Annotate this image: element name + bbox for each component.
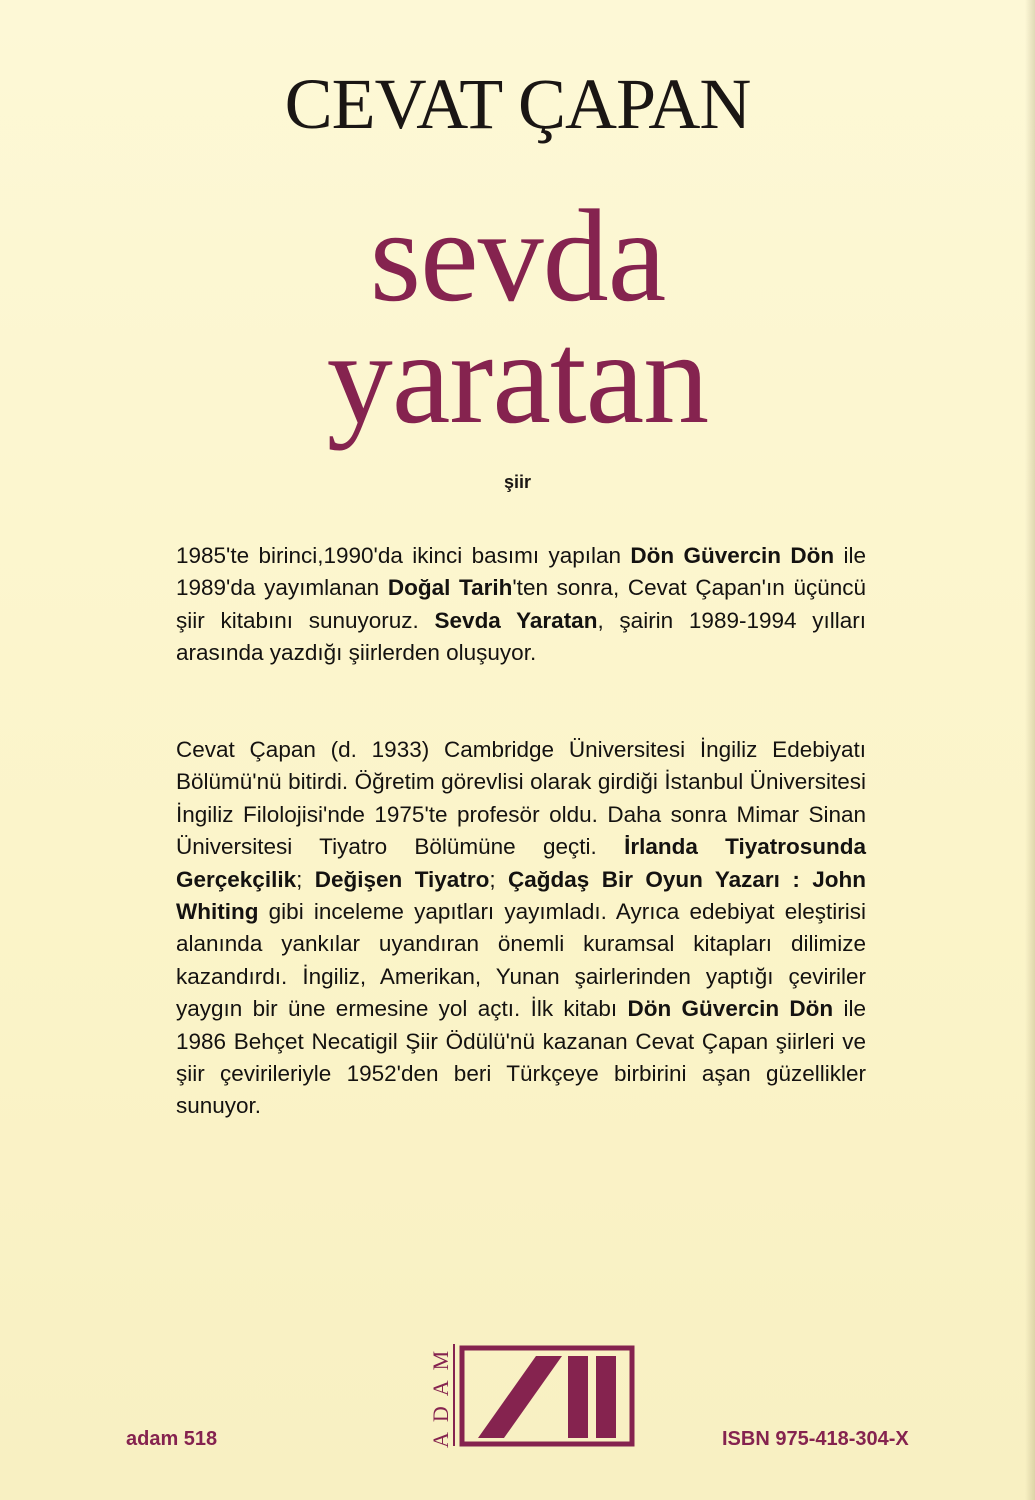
text-run: 'ten sonra, Cevat Çapan'ın üçüncü şiir kitabını sunuyoruz. xyxy=(176,575,866,633)
author-bio-paragraph xyxy=(176,734,866,1123)
publisher-logo-wordmark: ADAM xyxy=(428,1340,453,1448)
text-run: 1985'te birinci,1990'da ikinci basımı yapılan xyxy=(176,543,631,568)
isbn-number: ISBN 975-418-304-X xyxy=(722,1428,909,1450)
book-title-reference: Dön Güvercin Dön xyxy=(627,996,834,1022)
text-run: Cevat Çapan (d. 1933) Cambridge Üniversitesi İngiliz Edebiyatı Bölümü'nü bitirdi. Öğretim görevlisi olarak girdiği İstanbul Üniversitesi İngiliz Filolojisi'nde 1975'te profesör oldu. Daha sonra Mimar Sinan Üniversitesi Tiyatro Bölümüne geçti. xyxy=(176,737,866,860)
genre-label: şiir xyxy=(503,472,532,492)
text-run: gibi inceleme yapıtları yayımladı. Ayrıca edebiyat eleştirisi alanında yankılar uyandıran önemli kuramsal kitapları dilimize kazandırdı. İngiliz, Amerikan, Yunan şairlerinden yaptığı çeviriler yaygın bir üne ermesine yol açtı. İlk kitabı xyxy=(176,899,866,1022)
publisher-logo-mark xyxy=(420,1342,635,1450)
text-run: ile 1989'da yayımlanan xyxy=(176,543,866,601)
book-title-reference: Doğal Tarih xyxy=(387,575,513,601)
publisher-logo xyxy=(420,1342,635,1450)
book-title-reference: Değişen Tiyatro xyxy=(314,866,490,892)
text-run: ; xyxy=(296,866,315,892)
book-title-reference: Sevda Yaratan xyxy=(434,607,598,633)
text-run: ; xyxy=(489,866,508,892)
book-title-reference: İrlanda Tiyatrosunda Gerçekçilik xyxy=(176,834,866,892)
blurb-paragraph xyxy=(176,540,866,670)
author-name: CEVAT ÇAPAN xyxy=(284,64,751,144)
series-number: adam 518 xyxy=(126,1428,218,1450)
book-title-line-2: yaratan xyxy=(326,304,709,451)
book-title-reference: Çağdaş Bir Oyun Yazarı : John Whiting xyxy=(176,866,866,925)
book-title-reference: Dön Güvercin Dön xyxy=(630,543,835,568)
text-run: ile 1986 Behçet Necatigil Şiir Ödülü'nü kazanan Cevat Çapan şiirleri ve şiir çevirileriyle 1952'den beri Türkçeye birbirini aşan güzellikler sunuyor. xyxy=(176,996,866,1119)
text-run: , şairin 1989-1994 yılları arasında yazdığı şiirlerden oluşuyor. xyxy=(176,607,867,666)
book-title-line-1: sevda xyxy=(369,182,666,329)
